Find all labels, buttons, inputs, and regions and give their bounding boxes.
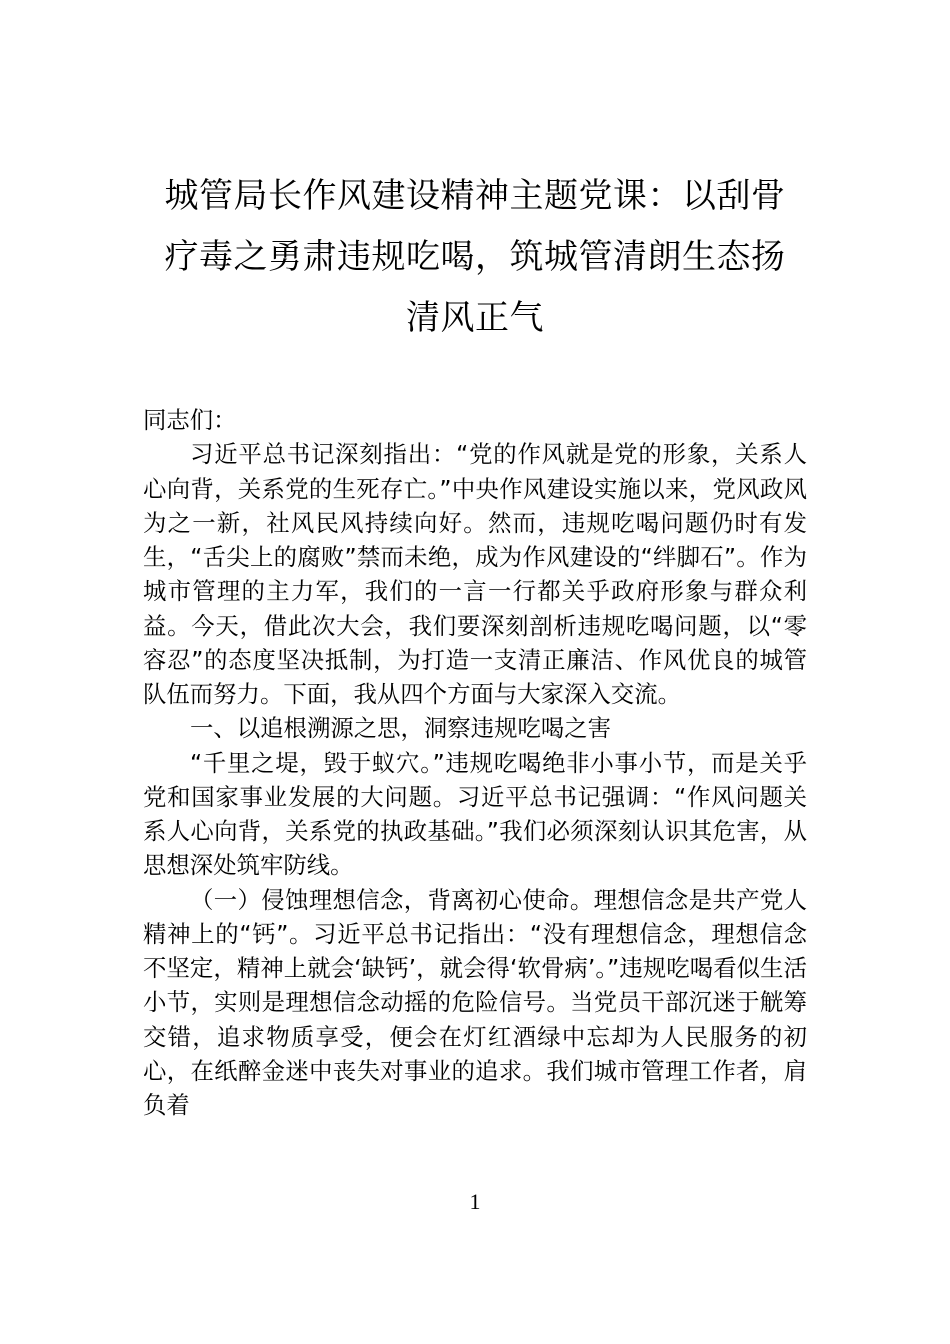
body-paragraph: 习近平总书记深刻指出：“党的作风就是党的形象，关系人心向背，关系党的生死存亡。”中央作风建设实施以来，党风政风为之一新，社风民风持续向好。然而，违规吃喝问题仍时有发生，“舌尖上的腐败”禁而未绝，成为作风建设的“绊脚石”。作为城市管理的主力军，我们的一言一行都关乎政府形象与群众利益。今天，借此次大会，我们要深刻剖析违规吃喝问题，以“零容忍”的态度坚决抵制，为打造一支清正廉洁、作风优良的城管队伍而努力。下面，我从四个方面与大家深入交流。 <box>143 440 807 708</box>
body-paragraph: “千里之堤，毁于蚁穴。”违规吃喝绝非小事小节，而是关乎党和国家事业发展的大问题。习近平总书记强调：“作风问题关系人心向背，关系党的执政基础。”我们必须深刻认识其危害，从思想深处筑牢防线。 <box>143 748 807 880</box>
salutation: 同志们： <box>143 406 237 434</box>
title-line: 疗毒之勇肃违规吃喝，筑城管清朗生态扬 <box>164 237 786 277</box>
section-heading: 一、以追根溯源之思，洞察违规吃喝之害 <box>190 714 612 743</box>
page-number: 1 <box>469 1189 481 1214</box>
document-body <box>143 403 807 1122</box>
document-title <box>143 166 807 349</box>
title-line: 城管局长作风建设精神主题党课：以刮骨 <box>164 176 786 216</box>
body-paragraph: （一）侵蚀理想信念，背离初心使命。理想信念是共产党人精神上的“钙”。习近平总书记指出：“没有理想信念，理想信念不坚定，精神上就会‘缺钙’，就会得‘软骨病’。”违规吃喝看似生活小节，实则是理想信念动摇的危险信号。当党员干部沉迷于觥筹交错，追求物质享受，便会在灯红酒绿中忘却为人民服务的初心，在纸醉金迷中丧失对事业的追求。我们城市管理工作者，肩负着 <box>143 885 807 1119</box>
title-line: 清风正气 <box>406 298 544 338</box>
